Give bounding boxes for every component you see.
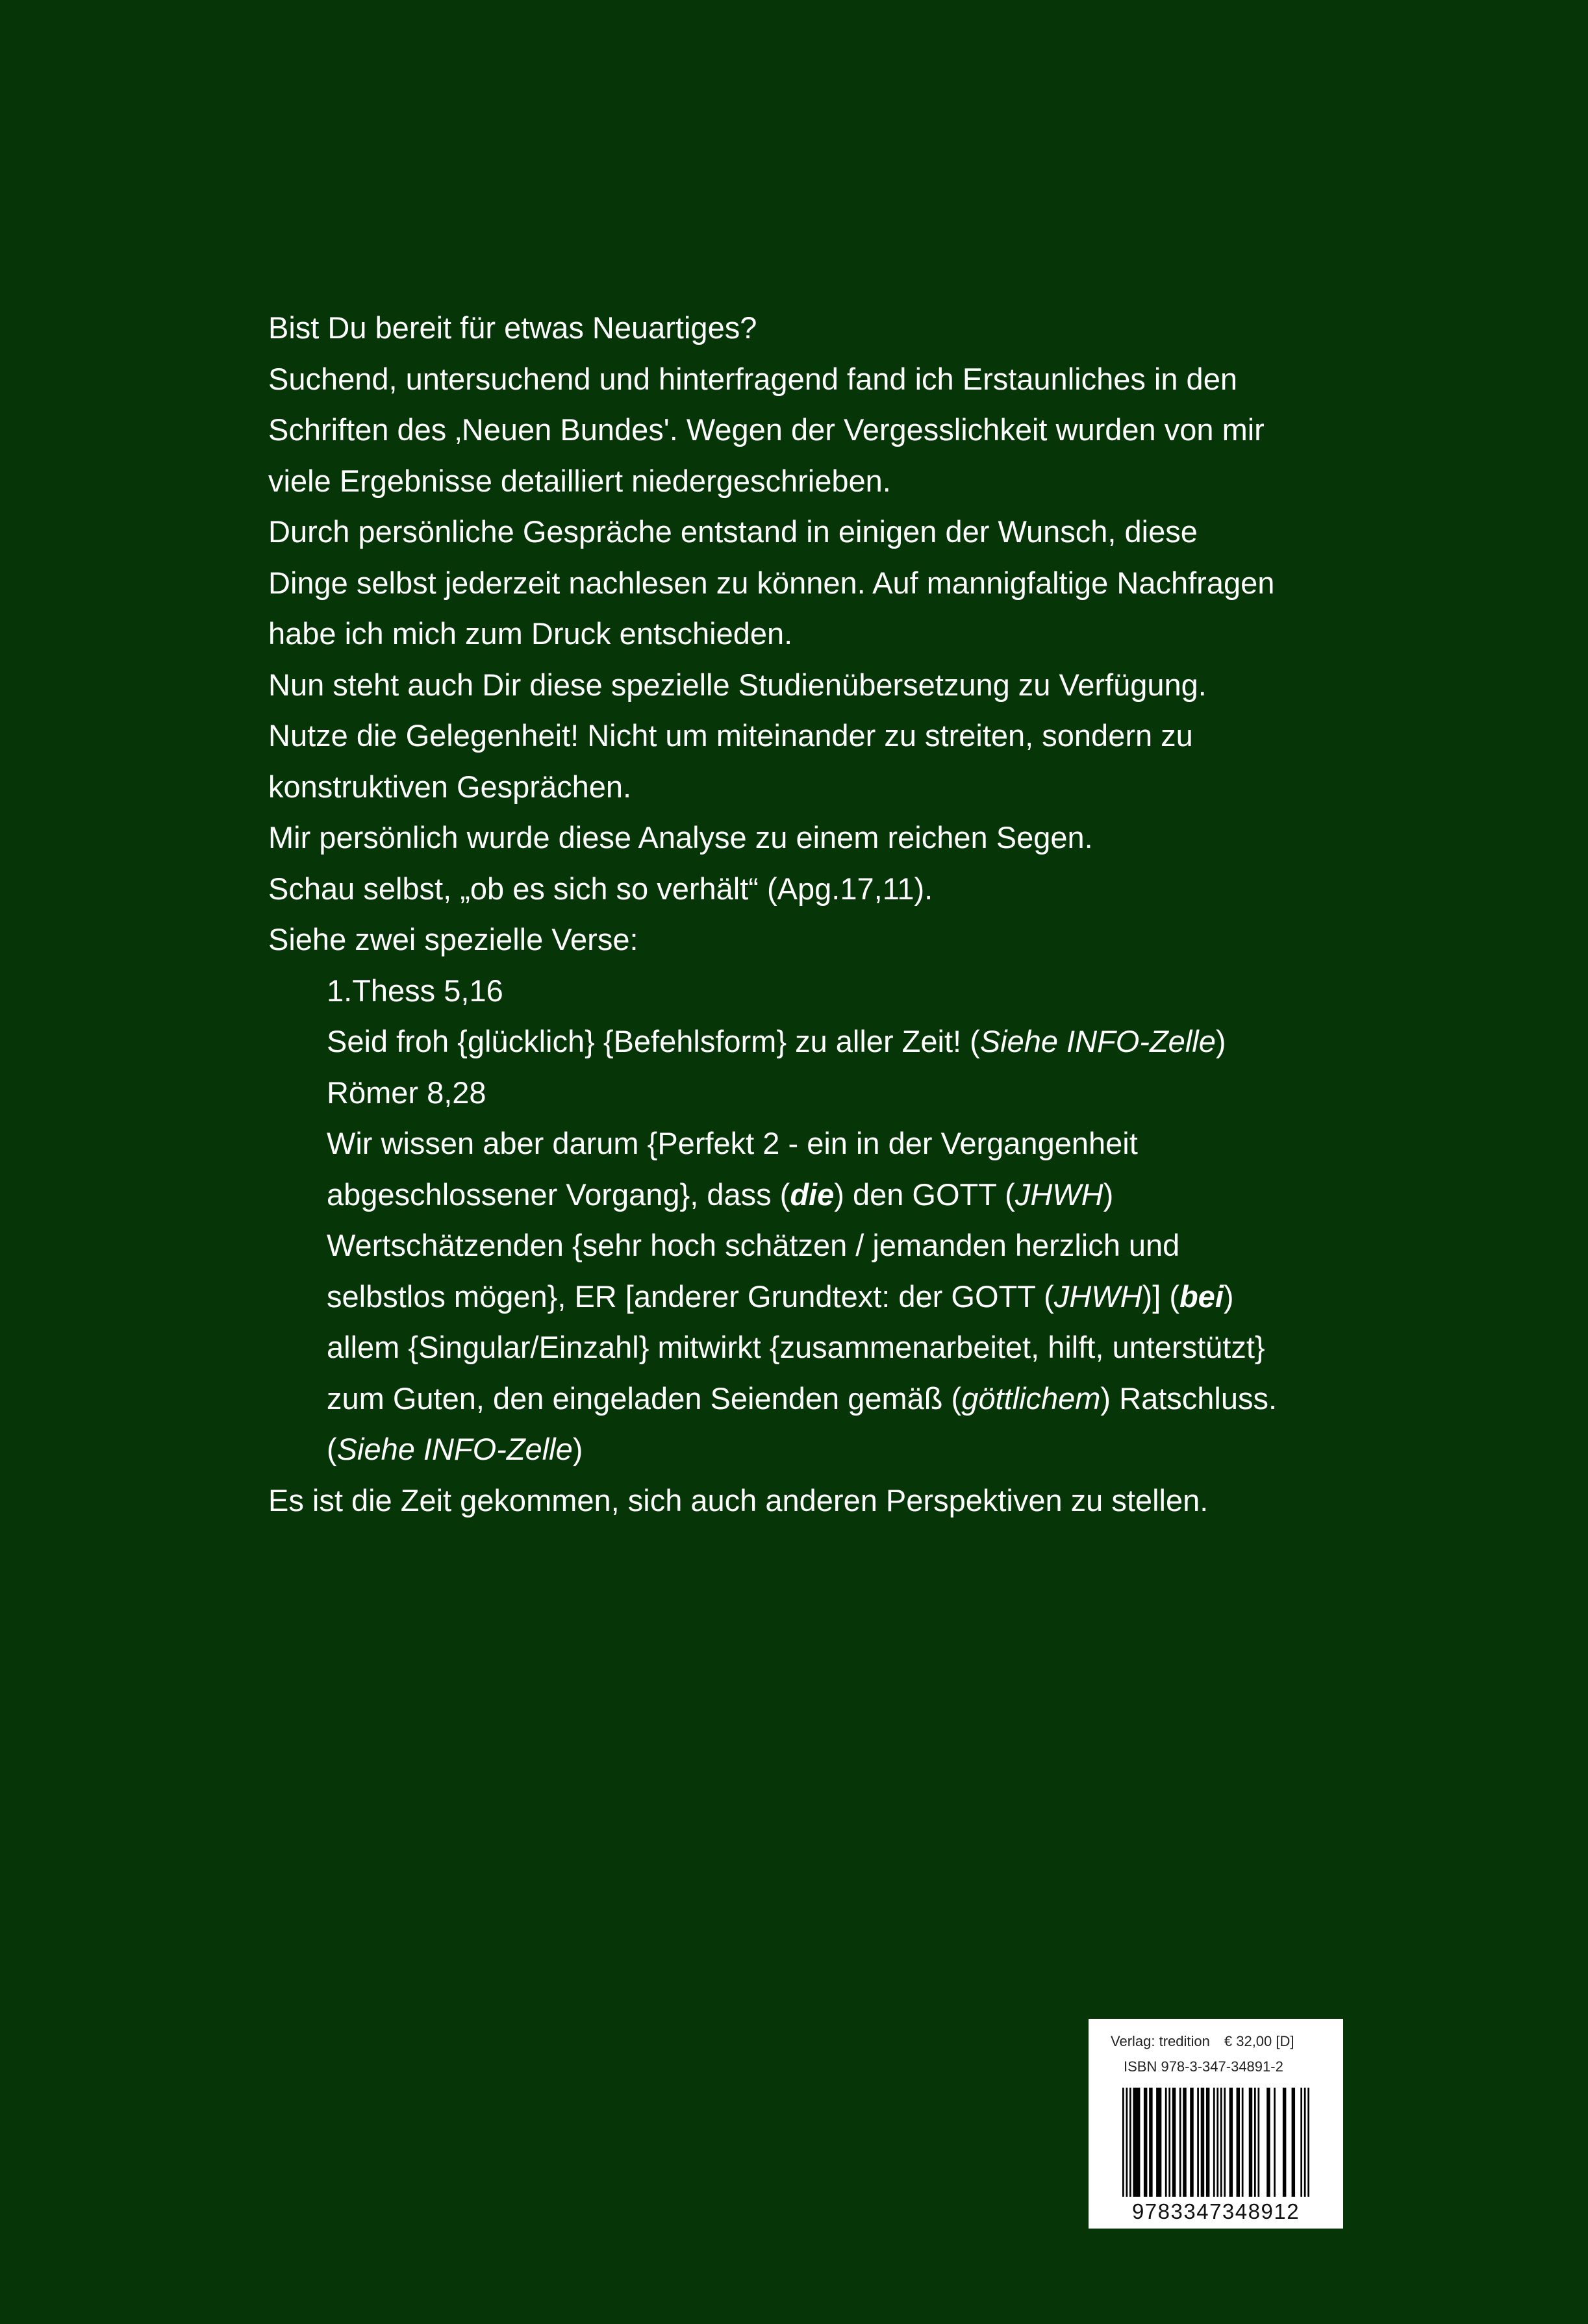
barcode-bar [1254,2088,1256,2197]
price-label: € 32,00 [D] [1224,2033,1294,2049]
barcode-bar [1274,2088,1276,2197]
blurb-line: Schriften des ‚Neuen Bundes'. Wegen der Vergesslichkeit wurden von mir [268,412,1265,447]
blurb-line: viele Ergebnisse detailliert niedergeschrieben. [268,463,891,498]
blurb-line: Bist Du bereit für etwas Neuartiges? [268,310,757,345]
blurb-line: Dinge selbst jederzeit nachlesen zu können. Auf mannigfaltige Nachfragen [268,565,1275,600]
barcode-bar [1144,2088,1147,2197]
blurb-line: Durch persönliche Gespräche entstand in einigen der Wunsch, diese [268,514,1198,549]
blurb-line: habe ich mich zum Druck entschieden. [268,616,793,651]
publisher-label: Verlag: tredition [1111,2033,1210,2049]
barcode-bar [1172,2088,1176,2197]
blurb-line: Nun steht auch Dir diese spezielle Studienübersetzung zu Verfügung. [268,667,1207,702]
verse-text: zum Guten, den eingeladen Seienden gemäß ( [327,1381,962,1416]
emphasis-word: bei [1179,1279,1224,1314]
barcode-bar [1133,2088,1140,2197]
barcode-bar [1307,2088,1309,2197]
barcode-bar [1149,2088,1152,2197]
verse-line [268,1373,1372,1425]
barcode-bar [1220,2088,1222,2197]
barcode-bar [1224,2088,1226,2197]
barcode-bar [1197,2088,1199,2197]
emphasis-word: göttlichem [961,1381,1101,1416]
verse-line [268,1271,1372,1323]
barcode-bar [1190,2088,1193,2197]
info-cell-note: Siehe INFO-Zelle [336,1432,573,1466]
verse-line [268,1016,1372,1068]
blurb-line: Es ist die Zeit gekommen, sich auch anderen Perspektiven zu stellen. [268,1482,1209,1518]
verse-text: ) [1103,1177,1114,1212]
barcode-icon [1122,2088,1309,2197]
verse-line [268,1169,1372,1221]
verse-line: Wir wissen aber darum {Perfekt 2 - ein in der Vergangenheit [327,1126,1138,1160]
barcode-bar [1237,2088,1240,2197]
barcode-bar [1165,2088,1167,2197]
blurb-line: Mir persönlich wurde diese Analyse zu einem reichen Segen. [268,820,1093,855]
verse-line [268,1424,1372,1475]
barcode-bar [1249,2088,1252,2197]
barcode-bar [1292,2088,1295,2197]
barcode-bar [1242,2088,1244,2197]
barcode-bar [1213,2088,1215,2197]
isbn-label: ISBN 978-3-347-34891-2 [1124,2058,1283,2075]
barcode-bar [1168,2088,1170,2197]
barcode-bar [1267,2088,1270,2197]
barcode-bar [1179,2088,1181,2197]
verse-text: ( [327,1432,337,1466]
ean-number: 9783347348912 [1131,2199,1300,2223]
verse-text: )] ( [1142,1279,1179,1314]
barcode-bar [1122,2088,1124,2197]
verse-text: ) [572,1432,583,1466]
barcode-bar [1283,2088,1286,2197]
verse-text: ) Ratschluss. [1100,1381,1278,1416]
barcode-bar [1304,2088,1306,2197]
verse-line: allem {Singular/Einzahl} mitwirkt {zusammenarbeitet, hilft, unterstützt} [327,1330,1265,1364]
blurb-line: Siehe zwei spezielle Verse: [268,922,638,956]
barcode-bar [1156,2088,1161,2197]
blurb-line: Nutze die Gelegenheit! Nicht um miteinander zu streiten, sondern zu [268,718,1193,753]
barcode-bar [1216,2088,1218,2197]
verse-text: ) [1223,1279,1234,1314]
blurb-line: Schau selbst, „ob es sich so verhält“ (Apg.17,11). [268,871,933,906]
barcode-bar [1300,2088,1302,2197]
back-cover-blurb [268,303,1372,1526]
verse-reference: Römer 8,28 [327,1075,486,1110]
barcode-bar [1126,2088,1128,2197]
barcode-bar [1206,2088,1209,2197]
emphasis-word: die [790,1177,835,1212]
info-cell-note: Siehe INFO-Zelle [979,1024,1216,1058]
barcode-bar [1257,2088,1259,2197]
publisher-price-row [1111,2033,1294,2050]
emphasis-word: JHWH [1053,1279,1142,1314]
isbn-barcode-label [1089,2019,1343,2229]
barcode-bar [1129,2088,1131,2197]
verse-text: ) [1215,1024,1226,1058]
verse-reference: 1.Thess 5,16 [327,973,503,1008]
emphasis-word: JHWH [1015,1177,1103,1212]
barcode-bar [1229,2088,1233,2197]
verse-text: ) den GOTT ( [834,1177,1015,1212]
blurb-line: konstruktiven Gesprächen. [268,769,632,804]
barcode-bar [1201,2088,1204,2197]
verse-text: selbstlos mögen}, ER [anderer Grundtext: der GOTT ( [327,1279,1054,1314]
verse-line: Wertschätzenden {sehr hoch schätzen / jemanden herzlich und [327,1228,1180,1262]
barcode-bar [1183,2088,1186,2197]
verse-text: abgeschlossener Vorgang}, dass ( [327,1177,790,1212]
blurb-line: Suchend, untersuchend und hinterfragend fand ich Erstaunliches in den [268,361,1237,396]
verse-text: Seid froh {glücklich} {Befehlsform} zu aller Zeit! ( [327,1024,980,1058]
